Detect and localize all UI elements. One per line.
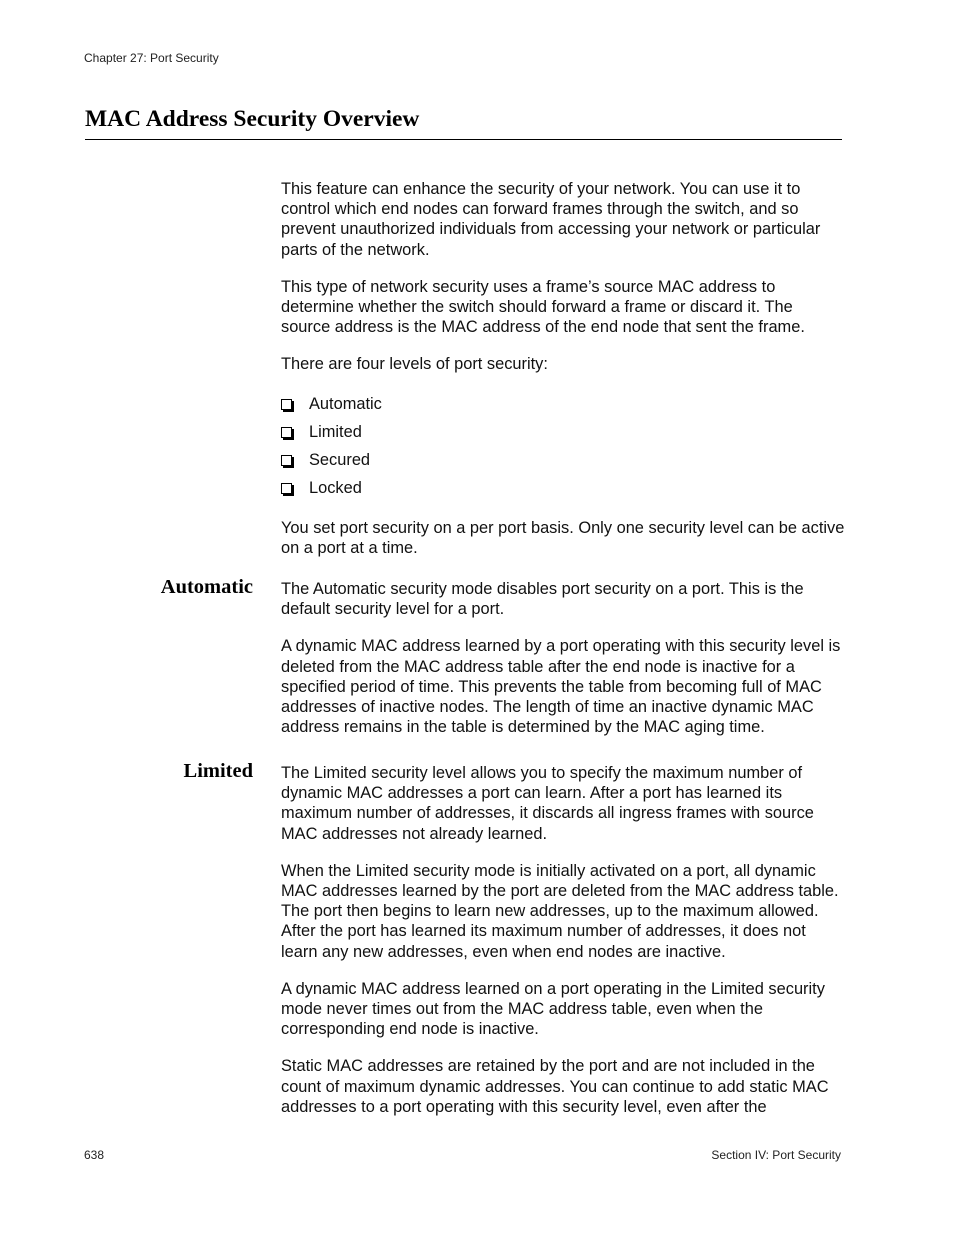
limited-heading: Limited — [183, 760, 253, 782]
title-rule — [85, 139, 842, 140]
checkbox-bullet-icon — [281, 455, 292, 466]
intro-paragraph-2: This type of network security uses a frame’s source MAC address to determine whether the switch should forward a frame or discard it. The source address is the MAC address of the end node that sent the frame. — [281, 277, 805, 337]
list-item — [281, 474, 846, 502]
list-item-label: Automatic — [309, 394, 382, 413]
checkbox-bullet-icon — [281, 427, 292, 438]
page-number: 638 — [84, 1148, 105, 1162]
limited-section — [281, 763, 846, 1134]
section-title: MAC Address Security Overview — [85, 106, 420, 132]
checkbox-bullet-icon — [281, 399, 292, 410]
footer-section-title: Section IV: Port Security — [711, 1148, 841, 1162]
running-header: Chapter 27: Port Security — [84, 51, 219, 65]
automatic-heading: Automatic — [160, 576, 253, 598]
list-item — [281, 418, 846, 446]
list-item-label: Locked — [309, 478, 362, 497]
intro-closing-paragraph: You set port security on a per port basis. Only one security level can be active on a port at a time. — [281, 518, 845, 557]
list-item-label: Limited — [309, 422, 362, 441]
limited-paragraph-3: A dynamic MAC address learned on a port operating in the Limited security mode never times out from the MAC address table, even when the corresponding end node is inactive. — [281, 979, 825, 1039]
limited-paragraph-4: Static MAC addresses are retained by the port and are not included in the count of maximum dynamic addresses. You can continue to add static MAC addresses to a port operating with this security level, even after the — [281, 1057, 829, 1116]
list-item — [281, 390, 846, 418]
intro-section — [281, 179, 846, 575]
checkbox-bullet-icon — [281, 483, 292, 494]
automatic-section — [281, 579, 846, 754]
intro-paragraph-1: This feature can enhance the security of your network. You can use it to control which end nodes can forward frames through the switch, and so prevent unauthorized individuals from accessing your network or particular parts of the network. — [281, 180, 821, 259]
automatic-paragraph-1: The Automatic security mode disables port security on a port. This is the default security level for a port. — [281, 580, 804, 619]
list-item-label: Secured — [309, 450, 371, 469]
security-levels-list — [281, 390, 846, 502]
list-item — [281, 446, 846, 474]
automatic-paragraph-2: A dynamic MAC address learned by a port operating with this security level is deleted from the MAC address table after the end node is inactive for a specified period of time. This prevents the table from becoming full of MAC addresses of inactive nodes. The length of time an inactive dynamic MAC address remains in the table is determined by the MAC aging time. — [281, 637, 841, 737]
intro-paragraph-3: There are four levels of port security: — [281, 355, 548, 374]
limited-paragraph-2: When the Limited security mode is initially activated on a port, all dynamic MAC addresses learned by the port are deleted from the MAC address table. The port then begins to learn new addresses, up to the maximum allowed. After the port has learned its maximum number of addresses, it does not learn any new addresses, even when end nodes are inactive. — [281, 861, 839, 961]
limited-paragraph-1: The Limited security level allows you to specify the maximum number of dynamic MAC addresses a port can learn. After a port has learned its maximum number of addresses, it discards all ingress frames with source MAC addresses not already learned. — [281, 764, 814, 843]
